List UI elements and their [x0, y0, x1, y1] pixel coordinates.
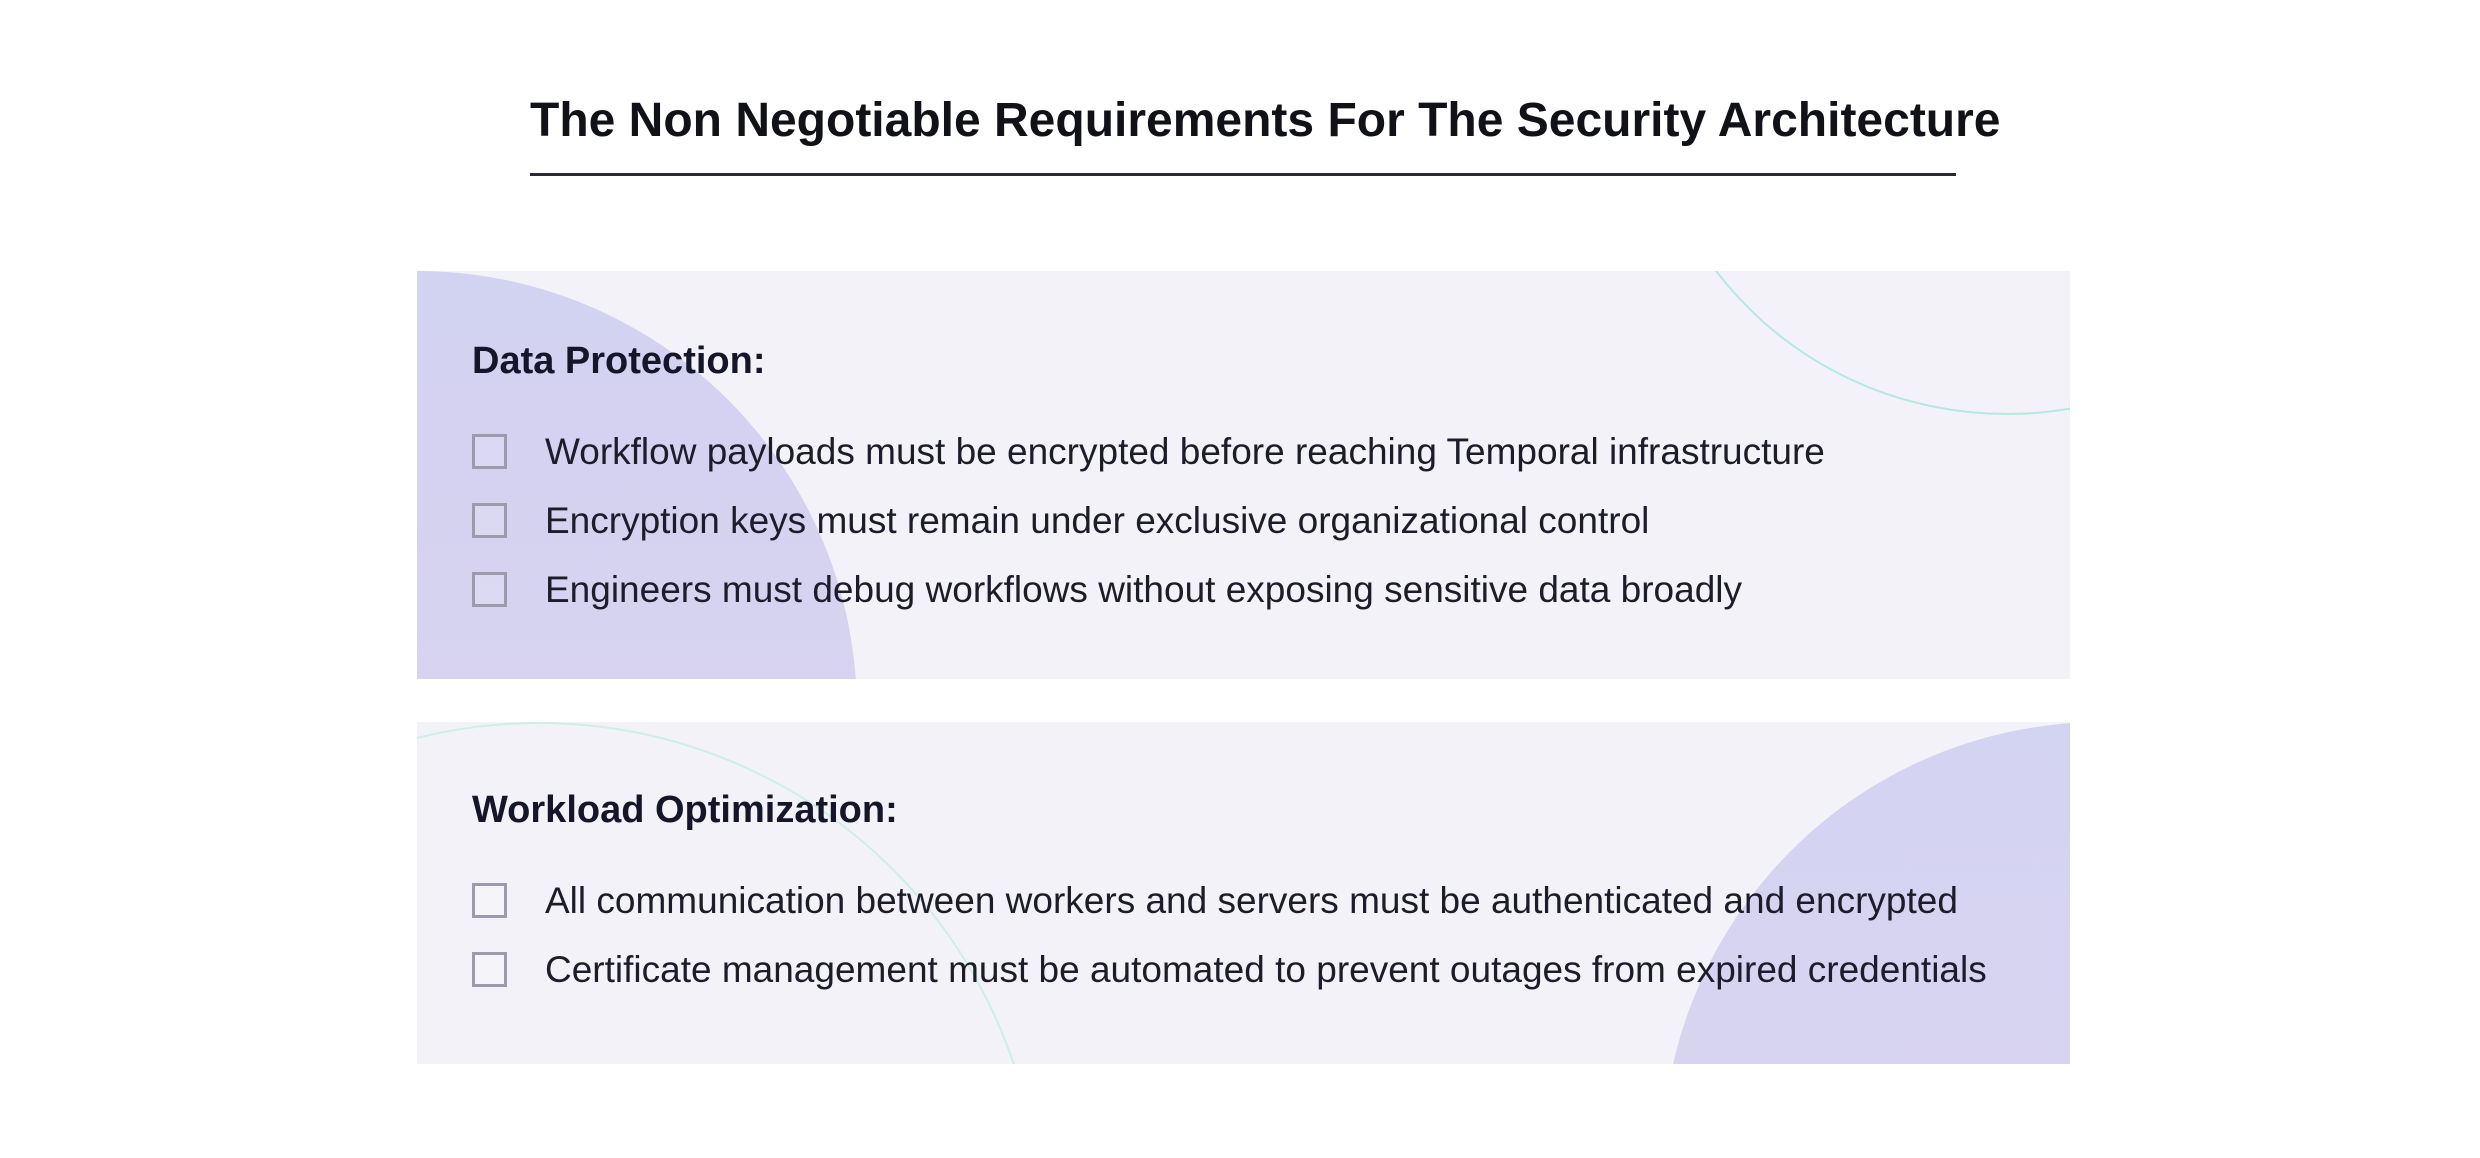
- section-heading-workload-optimization: Workload Optimization:: [472, 789, 898, 831]
- workload-optimization-panel: [417, 722, 2070, 1064]
- title-underline: [530, 173, 1956, 176]
- list-item: [472, 935, 1987, 1004]
- data-protection-panel: [417, 271, 2070, 679]
- checkbox[interactable]: [472, 952, 507, 987]
- requirement-text: Workflow payloads must be encrypted before reaching Temporal infrastructure: [545, 430, 1825, 472]
- list-item: [472, 486, 1825, 555]
- checkbox[interactable]: [472, 572, 507, 607]
- page-title: The Non Negotiable Requirements For The Security Architecture: [530, 94, 2001, 147]
- requirement-text: Engineers must debug workflows without exposing sensitive data broadly: [545, 568, 1742, 610]
- checkbox[interactable]: [472, 434, 507, 469]
- requirements-list-data-protection: [472, 417, 1825, 624]
- requirement-text: Certificate management must be automated to prevent outages from expired credentials: [545, 948, 1987, 990]
- list-item: [472, 866, 1987, 935]
- requirements-list-workload-optimization: [472, 866, 1987, 1004]
- checkbox[interactable]: [472, 503, 507, 538]
- section-heading-data-protection: Data Protection:: [472, 340, 766, 382]
- list-item: [472, 417, 1825, 486]
- list-item: [472, 555, 1825, 624]
- checkbox[interactable]: [472, 883, 507, 918]
- decorative-ring: [1645, 271, 2070, 415]
- requirement-text: Encryption keys must remain under exclusive organizational control: [545, 499, 1650, 541]
- requirement-text: All communication between workers and servers must be authenticated and encrypted: [545, 879, 1958, 921]
